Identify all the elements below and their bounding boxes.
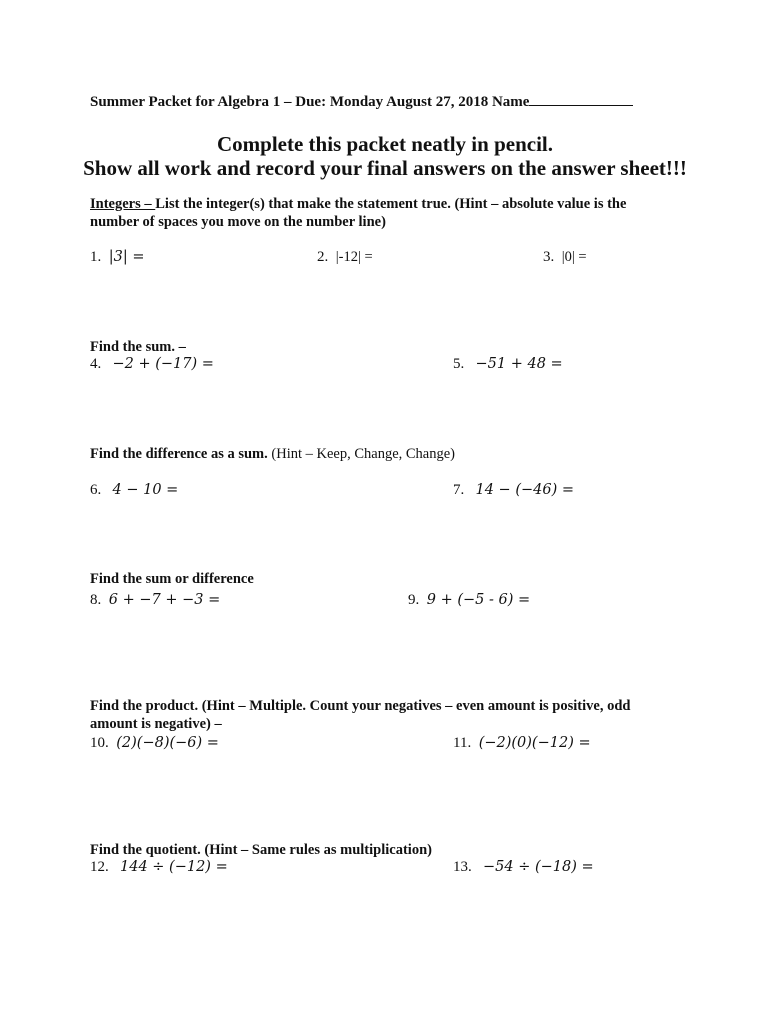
problem-11 bbox=[453, 735, 591, 752]
problem-8 bbox=[90, 592, 220, 609]
difference-heading-row bbox=[90, 446, 455, 463]
integers-heading: Integers – bbox=[90, 196, 156, 212]
problem-7 bbox=[453, 482, 574, 499]
difference-heading: Find the difference as a sum. bbox=[90, 446, 268, 462]
quotient-heading: Find the quotient. (Hint – Same rules as multiplication) bbox=[90, 842, 432, 858]
problem-4 bbox=[90, 356, 214, 373]
problem-expression: |-12| = bbox=[335, 249, 373, 265]
problem-expression: (2)(−8)(−6) = bbox=[116, 735, 219, 751]
title-line-1: Complete this packet neatly in pencil. bbox=[217, 132, 553, 156]
problem-number: 1. bbox=[90, 249, 102, 265]
problem-12 bbox=[90, 859, 228, 876]
problem-expression: (−2)(0)(−12) = bbox=[478, 735, 591, 751]
problem-number: 4. bbox=[90, 356, 102, 372]
problem-expression: −2 + (−17) = bbox=[112, 356, 214, 372]
problem-9 bbox=[408, 592, 530, 609]
problem-number: 6. bbox=[90, 482, 102, 498]
problem-number: 5. bbox=[453, 356, 465, 372]
problem-number: 13. bbox=[453, 859, 472, 875]
problem-expression: |0| = bbox=[561, 249, 587, 265]
problem-number: 9. bbox=[408, 592, 420, 608]
problem-expression: 6 + −7 + −3 = bbox=[108, 592, 221, 608]
problem-13 bbox=[453, 859, 594, 876]
problem-number: 10. bbox=[90, 735, 109, 751]
product-heading-2: amount is negative) – bbox=[90, 716, 222, 732]
product-heading-1: Find the product. (Hint – Multiple. Count your negatives – even amount is positive, odd bbox=[90, 698, 631, 714]
header-text: Summer Packet for Algebra 1 – Due: Monday August 27, 2018 Name bbox=[90, 94, 530, 110]
problem-1 bbox=[90, 249, 145, 266]
name-blank-line bbox=[529, 93, 633, 106]
integers-heading-row bbox=[90, 196, 626, 213]
problem-number: 12. bbox=[90, 859, 109, 875]
sum-or-difference-heading: Find the sum or difference bbox=[90, 571, 254, 587]
problem-expression: |3| = bbox=[108, 249, 145, 265]
problem-expression: 9 + (−5 - 6) = bbox=[426, 592, 531, 608]
problem-number: 2. bbox=[317, 249, 329, 265]
problem-number: 3. bbox=[543, 249, 555, 265]
problem-expression: −54 ÷ (−18) = bbox=[483, 859, 594, 875]
packet-header bbox=[90, 93, 633, 111]
integers-instructions-2: number of spaces you move on the number line) bbox=[90, 214, 386, 230]
integers-instructions-1: List the integer(s) that make the statement true. (Hint – absolute value is the bbox=[155, 196, 627, 212]
problem-5 bbox=[453, 356, 563, 373]
problem-number: 8. bbox=[90, 592, 102, 608]
sum-heading: Find the sum. – bbox=[90, 339, 186, 355]
problem-expression: −51 + 48 = bbox=[475, 356, 563, 372]
problem-10 bbox=[90, 735, 219, 752]
problem-number: 7. bbox=[453, 482, 465, 498]
problem-number: 11. bbox=[453, 735, 472, 751]
problem-2 bbox=[317, 249, 373, 266]
problem-expression: 14 − (−46) = bbox=[475, 482, 574, 498]
problem-6 bbox=[90, 482, 178, 499]
problem-expression: 4 − 10 = bbox=[112, 482, 179, 498]
title-line-2: Show all work and record your final answers on the answer sheet!!! bbox=[83, 156, 687, 180]
problem-3 bbox=[543, 249, 587, 266]
problem-expression: 144 ÷ (−12) = bbox=[120, 859, 228, 875]
difference-hint: (Hint – Keep, Change, Change) bbox=[267, 446, 456, 462]
